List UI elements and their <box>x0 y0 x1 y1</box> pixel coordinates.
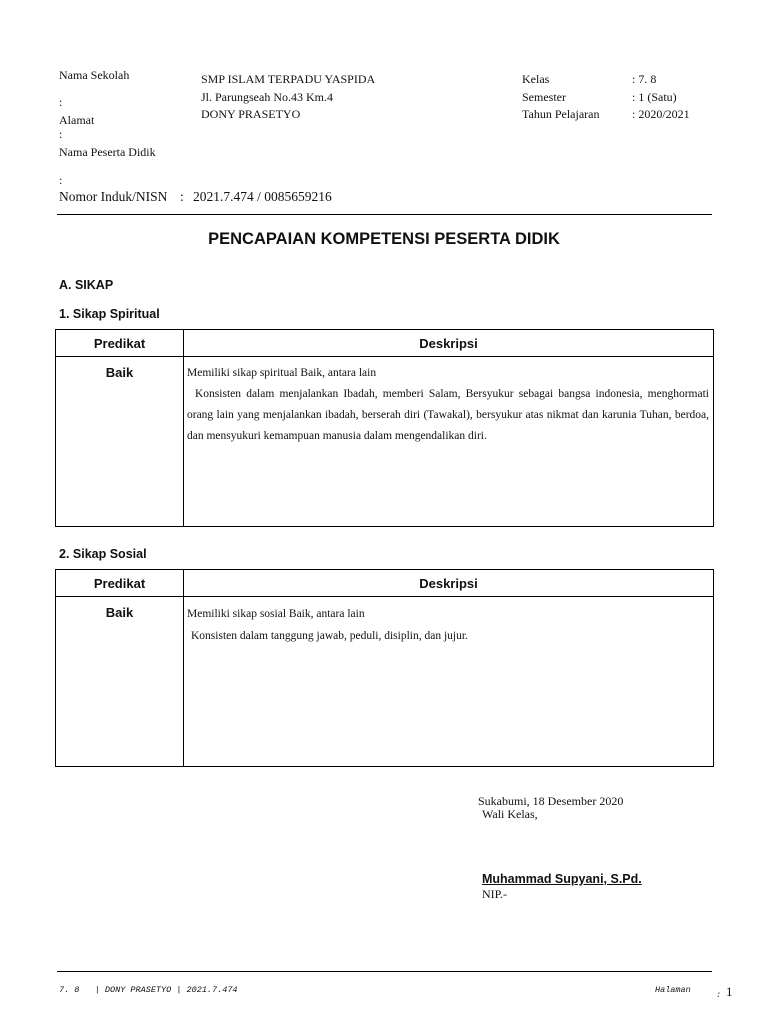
social-table <box>55 569 714 767</box>
student-name-colon: : <box>59 173 63 187</box>
footer-page-number: 1 <box>726 984 733 999</box>
student-name-value: DONY PRASETYO <box>201 107 301 121</box>
address-colon: : <box>59 127 63 141</box>
spiritual-table <box>55 329 714 527</box>
social-description <box>184 597 714 767</box>
school-name-colon: : <box>59 95 63 109</box>
class-value: : 7. 8 <box>632 72 657 86</box>
signature-name: Muhammad Supyani, S.Pd. <box>482 872 642 886</box>
school-name-label: Nama Sekolah <box>59 68 130 82</box>
footer-page-colon: : <box>716 990 722 1000</box>
signature-place-date: Sukabumi, 18 Desember 2020 <box>478 794 624 808</box>
spiritual-deskripsi-header: Deskripsi <box>184 330 714 357</box>
address-label: Alamat <box>59 113 95 127</box>
page-title: PENCAPAIAN KOMPETENSI PESERTA DIDIK <box>208 230 560 248</box>
nisn-label: Nomor Induk/NISN <box>59 189 168 204</box>
address-value: Jl. Parungseah No.43 Km.4 <box>201 90 333 104</box>
signature-nip: NIP.- <box>482 887 508 901</box>
social-heading: 2. Sikap Sosial <box>59 547 147 561</box>
header-divider <box>57 214 712 215</box>
social-predikat-header: Predikat <box>56 570 184 597</box>
student-name-label: Nama Peserta Didik <box>59 145 156 159</box>
school-name-value: SMP ISLAM TERPADU YASPIDA <box>201 72 376 86</box>
social-detail: Konsisten dalam tanggung jawab, peduli, disiplin, dan jujur. <box>191 630 468 642</box>
nisn-value: 2021.7.474 / 0085659216 <box>193 189 332 204</box>
footer-student-info: 7. 8 | DONY PRASETYO | 2021.7.474 <box>59 985 238 995</box>
semester-value: : 1 (Satu) <box>632 90 677 104</box>
section-a-heading: A. SIKAP <box>59 278 114 292</box>
spiritual-predikat-header: Predikat <box>56 330 184 357</box>
signature-role: Wali Kelas, <box>482 807 538 821</box>
spiritual-detail: Konsisten dalam menjalankan Ibadah, memberi Salam, Bersyukur sebagai bangsa indonesia, menghormati orang lain yang menjalankan ibadah, berserah diri (Tawakal), bersyukur atas nikmat dan karunia Tuhan, berdoa, dan mensyukuri kemampuan manusia dalam mengendalikan diri. <box>187 388 709 442</box>
semester-label: Semester <box>522 90 566 104</box>
school-year-label: Tahun Pelajaran <box>522 107 600 121</box>
social-deskripsi-header: Deskripsi <box>184 570 714 597</box>
spiritual-intro: Memiliki sikap spiritual Baik, antara lain <box>187 367 377 379</box>
class-label: Kelas <box>522 72 550 86</box>
school-year-value: : 2020/2021 <box>632 107 690 121</box>
spiritual-description <box>184 357 714 527</box>
footer-divider <box>57 971 712 972</box>
spiritual-heading: 1. Sikap Spiritual <box>59 307 160 321</box>
social-intro: Memiliki sikap sosial Baik, antara lain <box>187 608 365 620</box>
nisn-colon: : <box>180 189 184 204</box>
spiritual-predikat-value: Baik <box>56 357 184 527</box>
social-predikat-value: Baik <box>56 597 184 767</box>
footer-page-label: Halaman <box>655 985 691 995</box>
